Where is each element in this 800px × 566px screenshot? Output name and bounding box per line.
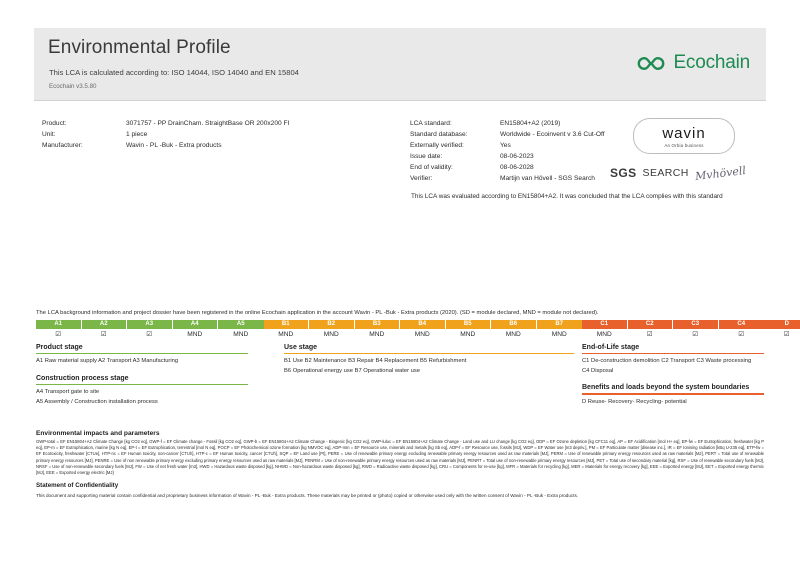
verifier-marks [610, 163, 770, 183]
module-code: B7 [537, 320, 583, 329]
registration-note: The LCA background information and project dossier have been registered in the online Ecochain application in the account Wavin - PL -Buk - Extra products (2020). (SD = module declared, MND = module not declared). [36, 310, 599, 316]
search-wordmark: SEARCH [642, 167, 689, 179]
wavin-tagline: An Orbia business [664, 142, 704, 148]
module-cell [446, 320, 492, 340]
meta-value: Yes [500, 142, 511, 149]
module-value: MND [446, 329, 491, 340]
module-cell [36, 320, 82, 340]
module-table [36, 320, 790, 340]
stage-items: C4 Disposal [582, 367, 614, 374]
module-cell [264, 320, 310, 340]
meta-row [42, 140, 372, 151]
meta-key: Manufacturer: [42, 142, 83, 149]
meta-key: Product: [42, 120, 67, 127]
stage-items: C1 De-construction demolition C2 Transport C3 Waste processing [582, 358, 752, 365]
module-cell [491, 320, 537, 340]
meta-value: Martijn van Hövell - SGS Search [500, 175, 595, 182]
module-cell [673, 320, 719, 340]
module-value: MND [582, 329, 627, 340]
module-cell [173, 320, 219, 340]
wavin-wordmark: wavin [662, 124, 706, 142]
meta-key: Standard database: [410, 131, 468, 138]
meta-value: EN15804+A2 (2019) [500, 120, 561, 127]
meta-row [410, 173, 640, 184]
module-cell [628, 320, 674, 340]
meta-value: 08-06-2023 [500, 153, 534, 160]
product-metadata [42, 118, 372, 151]
module-group-use [264, 320, 583, 340]
stage-sub-item: D Reuse- Recovery- Recycling- potential [582, 398, 687, 405]
module-value: MND [537, 329, 583, 340]
confidentiality-section [36, 482, 764, 499]
header-subtitle: This LCA is calculated according to: ISO 14044, ISO 14040 and EN 15804 [49, 68, 299, 77]
module-value: ☑ [127, 329, 172, 340]
meta-row [410, 118, 640, 129]
meta-row [410, 151, 640, 162]
module-value: MND [218, 329, 264, 340]
module-cell [400, 320, 446, 340]
module-value: ☑ [628, 329, 673, 340]
module-group-product [36, 320, 264, 340]
meta-row [42, 129, 372, 140]
infinity-icon [636, 55, 666, 72]
module-code: C2 [628, 320, 673, 329]
module-cell [127, 320, 173, 340]
module-cell [218, 320, 264, 340]
module-value: MND [309, 329, 354, 340]
stage-sub-title: Construction process stage [36, 374, 129, 382]
module-value: ☑ [719, 329, 765, 340]
impacts-title: Environmental impacts and parameters [36, 430, 160, 437]
stage-sub-item: A4 Transport gate to site [36, 389, 100, 396]
module-code: A4 [173, 320, 218, 329]
meta-key: Verifier: [410, 175, 433, 182]
meta-row [410, 140, 640, 151]
meta-key: Issue date: [410, 153, 443, 160]
stage-sub-item: A5 Assembly / Construction installation process [36, 398, 158, 405]
module-value: MND [355, 329, 400, 340]
environmental-impacts-section [36, 430, 764, 476]
stage-items: A1 Raw material supply A2 Transport A3 Manufacturing [36, 358, 179, 365]
module-code: B6 [491, 320, 536, 329]
module-code: C1 [582, 320, 627, 329]
module-cell [309, 320, 355, 340]
lca-metadata [410, 118, 640, 184]
module-code: B5 [446, 320, 491, 329]
module-code: C4 [719, 320, 765, 329]
stage-divider [582, 393, 764, 394]
meta-value: Wavin - PL -Buk - Extra products [126, 142, 222, 149]
module-code: A3 [127, 320, 172, 329]
stage-title: Use stage [284, 344, 318, 351]
module-group-eol [582, 320, 764, 340]
stage-divider [36, 353, 248, 354]
app-version-label: Ecochain v3.5.80 [49, 83, 97, 90]
stage-divider [36, 384, 248, 385]
module-code: B4 [400, 320, 445, 329]
ecochain-logo [636, 52, 750, 74]
verifier-signature: Mvhövell [694, 163, 747, 183]
impacts-abbreviations: GWP-total = EF EN15804+A2 Climate Change [kg CO2 eq], GWP-f = EF Climate change - Fossil [kg CO2 eq], GWP-b = EF EN15804+A2 Climate Change - Biogenic [kg CO2 eq], GWP-luluc = EF EN15804+A2 Climate Change - Land use and LU change [kg CO2 eq], ODP = EF Ozone depletion [kg CFC11 eq], AP = EF Acidification [mol H+ eq], EP-fw = EF Eutrophication, freshwater [kg P eq], EP-m = EF Eutrophication, marine [kg N eq], EP-t = EF Eutrophication, terrestrial [mol N eq], POCP = EF Photochemical ozone formation [kg NMVOC eq], ADP-mm = EF Resource use, minerals and metals [kg Sb eq], ADP-f = EF Resource use, fossils [MJ], WDP = EF Water use [m3 depriv.], PM = EF Particulate matter [disease inc.], IR = EF Ionising radiation [kBq U-235 eq], ETP-fw = EF Ecotoxicity, freshwater [CTUe], HTP-nc = EF Human toxicity, non-cancer [CTUh], HTP-c = EF Human toxicity, cancer [CTUh], SQP = EF Land use [Pt], PERE = Use of renewable primary energy excluding renewable primary energy resources used as raw materials [MJ], PERM = Use of renewable primary energy resources used as raw materials [MJ], PERT = Total use of renewable primary energy resources [MJ], PENRE = Use of non renewable primary energy excluding primary energy resources used as raw materials [MJ], PENRM = Use of non-renewable primary energy resources used as raw materials [MJ], PENRT = Total use of non-renewable primary energy resources [MJ], PET = Total use of secondary material [kg], RSF = Use of renewable secondary fuels [MJ], NRSF = Use of non-renewable secondary fuels [MJ], FW = Use of net fresh water [m3], HWD = Hazardous waste disposed [kg], NHWD = Non-hazardous waste disposed [kg], RWD = Radioactive waste disposed [kg], CRU = Components for re-use [kg], MFR = Materials for recycling [kg], MER = Materials for energy recovery [kg], EEE = Exported energy [MJ], EET = Exported energy thermic [MJ], EEE = Exported energy electric [MJ] [36, 439, 764, 476]
module-group-benefits [764, 320, 800, 340]
module-cell [582, 320, 628, 340]
wavin-logo [633, 118, 735, 154]
sgs-logo: SGS [610, 166, 637, 180]
document-header [34, 28, 766, 101]
meta-key: End of validity: [410, 164, 453, 171]
stage-items: B6 Operational energy use B7 Operational water use [284, 367, 420, 374]
stage-divider [582, 353, 764, 354]
stage-divider [284, 353, 574, 354]
meta-value: Worldwide - Ecoinvent v 3.6 Cut-Off [500, 131, 605, 138]
module-cell [719, 320, 765, 340]
module-code: A1 [36, 320, 81, 329]
module-code: C3 [673, 320, 718, 329]
module-value: ☑ [764, 329, 800, 340]
module-code: A5 [218, 320, 264, 329]
module-value: MND [173, 329, 218, 340]
module-code: B1 [264, 320, 309, 329]
stage-title: End-of-Life stage [582, 344, 640, 351]
module-cell [82, 320, 128, 340]
module-code: B2 [309, 320, 354, 329]
stage-product [36, 344, 248, 407]
module-value: MND [491, 329, 536, 340]
stage-items: B1 Use B2 Maintenance B3 Repair B4 Replacement B5 Refurbishment [284, 358, 467, 365]
module-code: D [764, 320, 800, 329]
module-value: MND [264, 329, 309, 340]
module-code: A2 [82, 320, 127, 329]
module-value: ☑ [82, 329, 127, 340]
module-value: ☑ [673, 329, 718, 340]
meta-row [410, 162, 640, 173]
stage-legend [36, 344, 764, 419]
page-title: Environmental Profile [48, 37, 231, 58]
meta-value: 3071757 - PP DrainCham. StraightBase OR 200x200 FI [126, 120, 290, 127]
meta-key: Externally verified: [410, 142, 464, 149]
stage-end-of-life [582, 344, 764, 407]
statement-body: This document and supporting material contain confidential and proprietary business information of Wavin - PL -Buk - Extra products. These materials may be printed or (photo) copied or otherwise used only with the written consent of Wavin - PL -Buk - Extra products. [36, 493, 579, 498]
evaluation-note: This LCA was evaluated according to EN15804+A2. It was concluded that the LCA complies with this standard [411, 193, 723, 200]
meta-row [410, 129, 640, 140]
module-value: MND [400, 329, 445, 340]
module-cell [764, 320, 800, 340]
stage-use [284, 344, 574, 376]
stage-subsection [582, 384, 764, 407]
stage-subsection [36, 375, 248, 407]
meta-value: 1 piece [126, 131, 148, 138]
module-cell [537, 320, 583, 340]
meta-key: Unit: [42, 131, 56, 138]
meta-value: 08-06-2028 [500, 164, 534, 171]
ecochain-wordmark: Ecochain [673, 52, 750, 73]
meta-row [42, 118, 372, 129]
stage-sub-title: Benefits and loads beyond the system boundaries [582, 384, 750, 392]
stage-title: Product stage [36, 344, 83, 351]
meta-key: LCA standard: [410, 120, 452, 127]
module-code: B3 [355, 320, 400, 329]
statement-title: Statement of Confidentiality [36, 482, 119, 489]
module-value: ☑ [36, 329, 81, 340]
module-cell [355, 320, 401, 340]
